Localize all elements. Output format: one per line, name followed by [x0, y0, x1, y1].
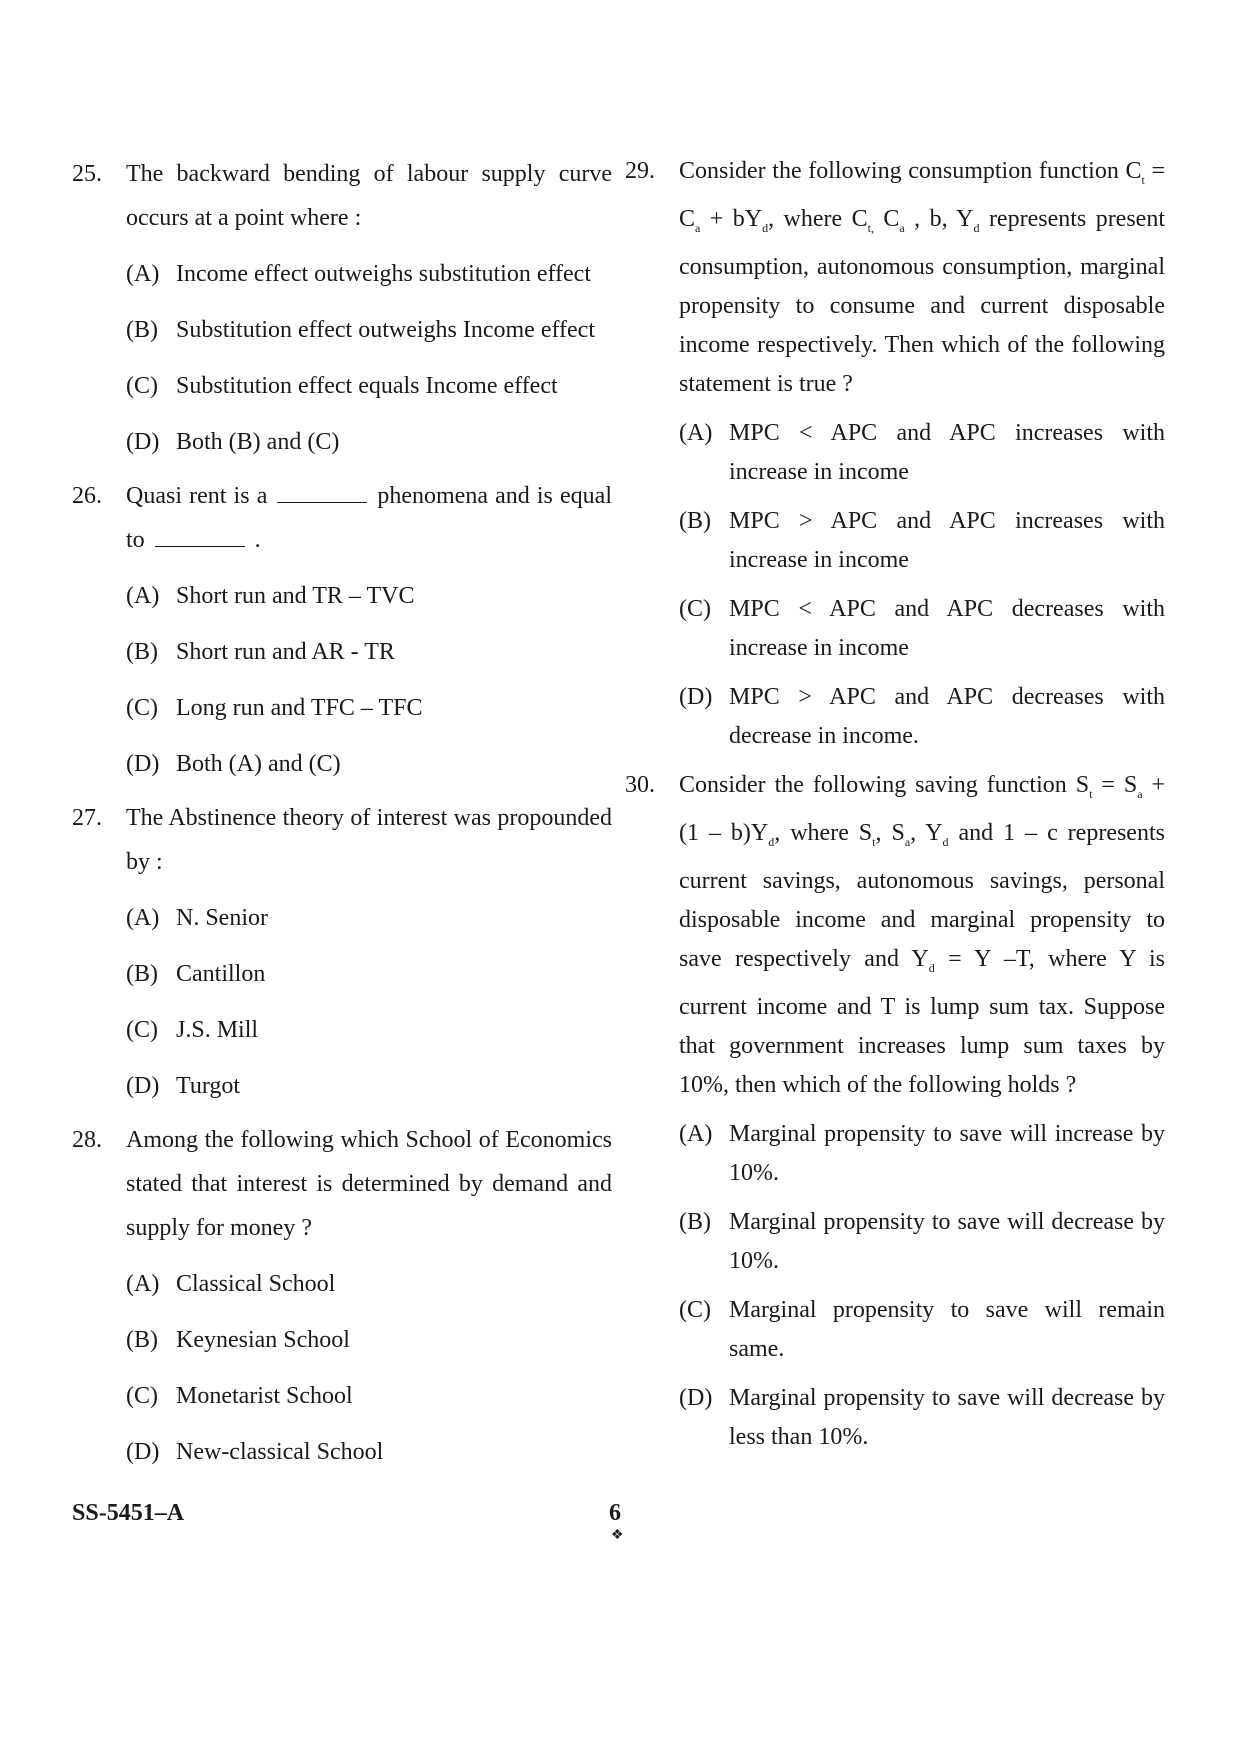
question-text-part: 1 – c represents current savings, autonomous savings, personal disposable income and marginal propensity to save respectively and — [679, 820, 1165, 972]
option-text: MPC < APC and APC increases with increase in income — [729, 420, 1165, 485]
option-text: Substitution effect outweighs Income effect — [176, 317, 596, 343]
question-number: 25. — [72, 161, 102, 187]
page-number: 6 — [609, 1500, 621, 1526]
question-text-part: Consider the following saving function — [679, 772, 1067, 798]
option-a[interactable] — [126, 252, 612, 296]
question-25 — [72, 152, 612, 464]
question-text-part: Consider the following consumption function — [679, 158, 1119, 184]
option-text: MPC > APC and APC increases with increase in income — [729, 508, 1165, 573]
option-letter: (B) — [126, 317, 158, 343]
option-c[interactable] — [126, 1008, 612, 1052]
option-c[interactable] — [126, 364, 612, 408]
option-text: N. Senior — [176, 905, 268, 931]
option-c[interactable] — [679, 1291, 1165, 1369]
option-c[interactable] — [126, 686, 612, 730]
option-text: Turgot — [176, 1073, 241, 1099]
question-number: 30. — [625, 772, 655, 798]
option-letter: (D) — [126, 1439, 160, 1465]
option-b[interactable] — [126, 952, 612, 996]
option-letter: (D) — [126, 751, 160, 777]
option-text: J.S. Mill — [176, 1017, 259, 1043]
option-letter: (D) — [126, 429, 160, 455]
question-text-part: present consumption, autonomous consumption, marginal propensity to consume and current disposable income respectively. Then which of the following statement is true ? — [679, 206, 1165, 397]
question-26 — [72, 474, 612, 786]
question-text: The backward bending of labour supply curve occurs at a point where : — [126, 161, 612, 231]
saving-equation: $S_t = S_a + (1 - b)Y_d$, where $S_t$, $S_a$, $Y_d$ and — [679, 772, 1165, 849]
option-letter: (B) — [679, 1209, 711, 1235]
option-text: Both (B) and (C) — [176, 429, 340, 455]
question-text — [679, 766, 1165, 1105]
option-b[interactable] — [126, 308, 612, 352]
answer-blank — [155, 520, 245, 547]
option-text: Long run and TFC – TFC — [176, 695, 423, 721]
option-text: Short run and TR – TVC — [176, 583, 415, 609]
option-letter: (C) — [126, 1383, 158, 1409]
option-text: MPC > APC and APC decreases with decrease in income. — [729, 684, 1165, 749]
option-letter: (A) — [126, 261, 160, 287]
options-list — [126, 252, 612, 464]
option-text: Substitution effect equals Income effect — [176, 373, 558, 399]
option-letter: (D) — [679, 684, 713, 710]
option-letter: (A) — [126, 583, 160, 609]
question-text-part: . — [254, 527, 261, 553]
option-b[interactable] — [126, 1318, 612, 1362]
options-list — [679, 414, 1165, 756]
option-letter: (B) — [126, 639, 158, 665]
option-letter: (D) — [679, 1385, 713, 1411]
right-column — [625, 152, 1165, 1457]
option-letter: (C) — [679, 1297, 711, 1323]
paper-code: SS-5451–A — [72, 1500, 185, 1526]
question-text: The Abstinence theory of interest was propounded by : — [126, 805, 612, 875]
option-c[interactable] — [679, 590, 1165, 668]
question-text-part: phenomena and is equal to — [126, 483, 613, 553]
options-list — [126, 1262, 612, 1474]
option-letter: (A) — [126, 905, 160, 931]
options-list — [126, 574, 612, 786]
question-number: 26. — [72, 483, 102, 509]
option-d[interactable] — [126, 742, 612, 786]
consumption-equation: $C_t = C_a + bY_d$, where $C_{t,}$ $C_a$ , b, $Y_d$ represents — [679, 158, 1165, 235]
option-text: Cantillon — [176, 961, 266, 987]
option-text: Income effect outweighs substitution effect — [176, 261, 591, 287]
question-text — [679, 152, 1165, 404]
question-text-part: Quasi rent is a — [126, 483, 268, 509]
option-a[interactable] — [126, 1262, 612, 1306]
option-letter: (C) — [126, 695, 158, 721]
disposable-income-equation: $Y_d = Y$ –T, where Y is current income and T is lump sum tax. Suppose that government increases lump sum taxes by 10%, then which of the following holds ? — [679, 946, 1166, 1098]
option-d[interactable] — [126, 420, 612, 464]
question-27 — [72, 796, 612, 1108]
option-text: Both (A) and (C) — [176, 751, 341, 777]
option-letter: (B) — [126, 961, 158, 987]
option-a[interactable] — [679, 414, 1165, 492]
option-b[interactable] — [679, 1203, 1165, 1281]
options-list — [679, 1115, 1165, 1457]
question-number: 27. — [72, 805, 102, 831]
option-text: MPC < APC and APC decreases with increase in income — [729, 596, 1165, 661]
option-text: Monetarist School — [176, 1383, 353, 1409]
option-d[interactable] — [126, 1430, 612, 1474]
question-29 — [625, 152, 1165, 756]
option-b[interactable] — [679, 502, 1165, 580]
question-number: 28. — [72, 1127, 102, 1153]
option-text: Short run and AR - TR — [176, 639, 395, 665]
answer-blank — [277, 476, 367, 503]
option-letter: (D) — [126, 1073, 160, 1099]
options-list — [126, 896, 612, 1108]
question-text — [126, 474, 612, 562]
option-letter: (B) — [126, 1327, 158, 1353]
option-d[interactable] — [679, 1379, 1165, 1457]
option-a[interactable] — [126, 574, 612, 618]
option-text: Classical School — [176, 1271, 336, 1297]
option-letter: (C) — [126, 373, 158, 399]
option-a[interactable] — [679, 1115, 1165, 1193]
question-30 — [625, 766, 1165, 1457]
left-column — [72, 152, 612, 1474]
option-c[interactable] — [126, 1374, 612, 1418]
option-letter: (B) — [679, 508, 711, 534]
option-text: Marginal propensity to save will decrease by less than 10%. — [729, 1385, 1165, 1450]
option-text: Marginal propensity to save will decrease by 10%. — [729, 1209, 1165, 1274]
ornament-icon: ❖ — [611, 1528, 624, 1543]
option-letter: (C) — [126, 1017, 158, 1043]
option-letter: (A) — [679, 420, 713, 446]
option-letter: (A) — [126, 1271, 160, 1297]
option-letter: (A) — [679, 1121, 713, 1147]
option-d[interactable] — [679, 678, 1165, 756]
option-b[interactable] — [126, 630, 612, 674]
question-text: Among the following which School of Economics stated that interest is determined by demand and supply for money ? — [126, 1127, 612, 1241]
option-text: Marginal propensity to save will remain same. — [729, 1297, 1165, 1362]
option-d[interactable] — [126, 1064, 612, 1108]
option-letter: (C) — [679, 596, 711, 622]
option-text: Keynesian School — [176, 1327, 350, 1353]
option-a[interactable] — [126, 896, 612, 940]
option-text: New-classical School — [176, 1439, 384, 1465]
question-number: 29. — [625, 158, 655, 184]
question-28 — [72, 1118, 612, 1474]
option-text: Marginal propensity to save will increase by 10%. — [729, 1121, 1165, 1186]
